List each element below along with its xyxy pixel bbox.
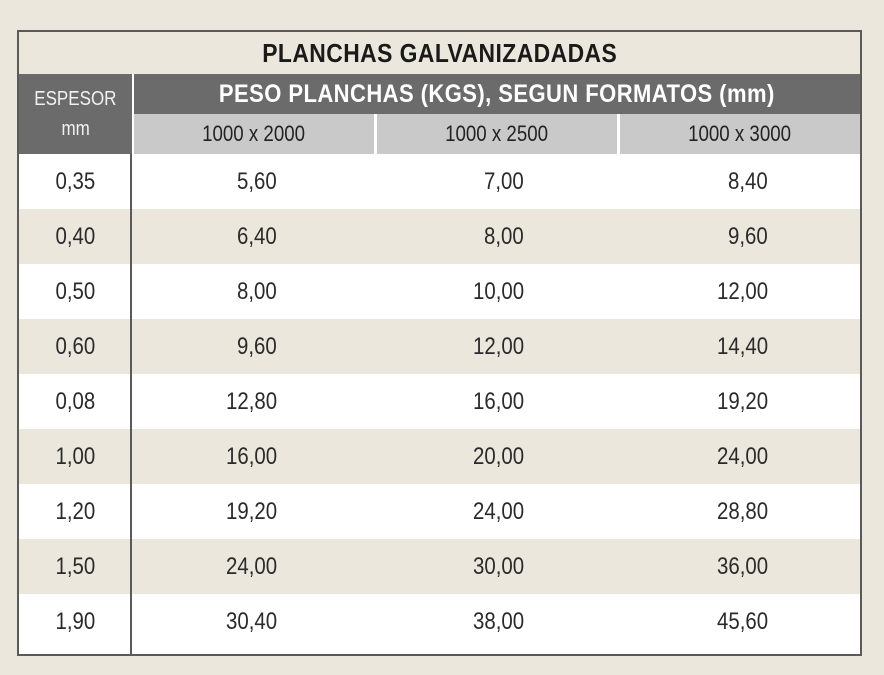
table-row <box>19 319 860 374</box>
espesor-cell: 1,00 <box>55 442 96 470</box>
weight-cell: 12,00 <box>716 277 768 305</box>
table-row <box>19 154 860 209</box>
weight-cell: 24,00 <box>472 497 524 525</box>
espesor-cell: 0,60 <box>55 332 96 360</box>
table-row <box>19 594 860 649</box>
espesor-cell: 1,50 <box>55 552 96 580</box>
weight-cell: 28,80 <box>716 497 768 525</box>
column-divider <box>130 154 132 654</box>
table-row <box>19 539 860 594</box>
format-header-3: 1000 x 3000 <box>617 114 860 154</box>
weight-cell: 14,40 <box>716 332 768 360</box>
weight-cell: 20,00 <box>472 442 524 470</box>
table-row <box>19 264 860 319</box>
espesor-cell: 0,08 <box>55 387 96 415</box>
espesor-header <box>19 74 132 154</box>
weight-cell: 36,00 <box>716 552 768 580</box>
table-title: PLANCHAS GALVANIZADADAS <box>19 32 860 74</box>
weight-cell: 7,00 <box>484 167 524 195</box>
espesor-cell: 0,40 <box>55 222 96 250</box>
weight-cell: 24,00 <box>716 442 768 470</box>
espesor-label: ESPESOR <box>34 88 117 110</box>
table-row <box>19 484 860 539</box>
espesor-cell: 1,90 <box>55 607 96 635</box>
table-row <box>19 374 860 429</box>
format-header-2: 1000 x 2500 <box>374 114 617 154</box>
weight-cell: 12,00 <box>472 332 524 360</box>
weight-cell: 38,00 <box>472 607 524 635</box>
espesor-cell: 0,35 <box>55 167 96 195</box>
weight-cell: 30,00 <box>472 552 524 580</box>
weight-cell: 8,00 <box>484 222 524 250</box>
espesor-cell: 0,50 <box>55 277 96 305</box>
weight-cell: 24,00 <box>225 552 277 580</box>
peso-header: PESO PLANCHAS (KGS), SEGUN FORMATOS (mm) <box>132 74 860 114</box>
weight-cell: 5,60 <box>237 167 277 195</box>
weight-cell: 9,60 <box>237 332 277 360</box>
weight-cell: 6,40 <box>237 222 277 250</box>
espesor-cell: 1,20 <box>55 497 96 525</box>
format-headers <box>132 114 860 154</box>
table-row <box>19 429 860 484</box>
weight-cell: 16,00 <box>225 442 277 470</box>
espesor-unit: mm <box>61 118 90 140</box>
format-header-1: 1000 x 2000 <box>134 114 374 154</box>
weight-cell: 10,00 <box>472 277 524 305</box>
weight-cell: 8,00 <box>237 277 277 305</box>
table-body <box>19 154 860 654</box>
weight-cell: 30,40 <box>225 607 277 635</box>
weight-cell: 19,20 <box>716 387 768 415</box>
table-row <box>19 209 860 264</box>
weight-cell: 9,60 <box>728 222 768 250</box>
weight-cell: 16,00 <box>472 387 524 415</box>
weight-cell: 45,60 <box>716 607 768 635</box>
weight-cell: 8,40 <box>728 167 768 195</box>
weight-cell: 19,20 <box>225 497 277 525</box>
weights-table <box>17 30 862 656</box>
weight-cell: 12,80 <box>225 387 277 415</box>
